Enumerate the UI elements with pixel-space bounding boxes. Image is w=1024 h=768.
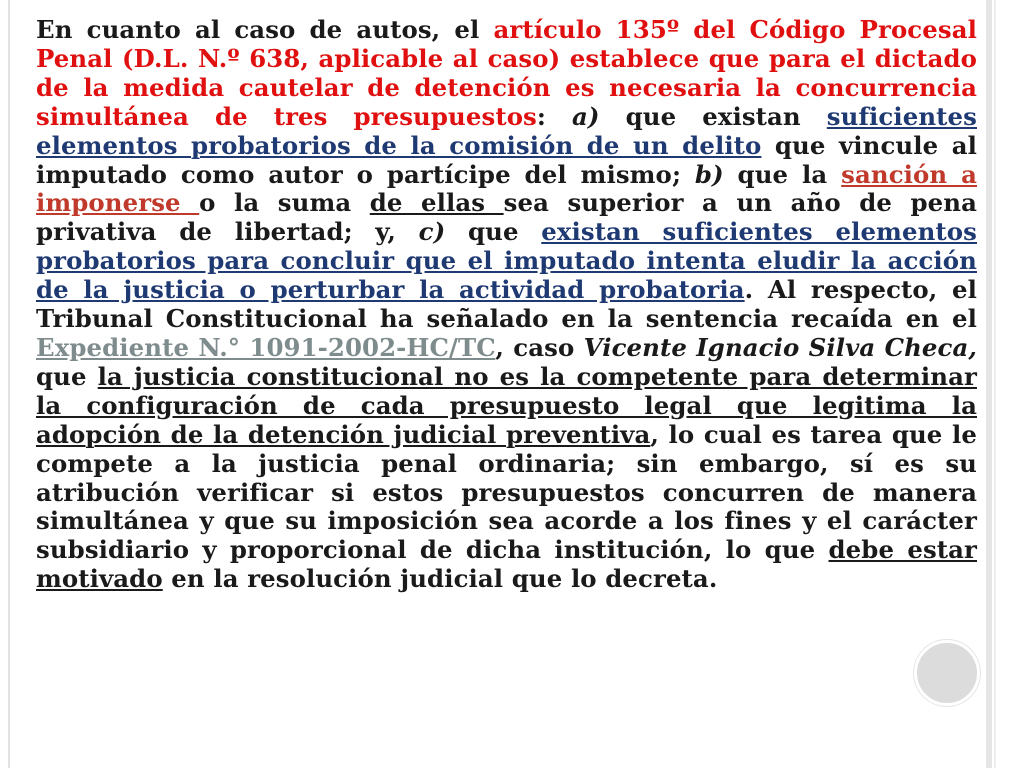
item-marker-b: b) [694, 159, 724, 189]
text-run: que existan [599, 101, 827, 131]
text-run: ; [671, 159, 695, 189]
requirement-a-highlight: suficientes elementos probatorios de la comisión de un delito [36, 101, 977, 160]
text-run: que [445, 217, 542, 247]
text-run: : [536, 101, 573, 131]
article-135-reference: artículo 135º del Código Procesal Penal (D.L. N.º 638, aplicable al caso) establece que para el dictado de la medida cautelar de detención es necesaria la concurrencia simultánea de tres presupuestos [36, 15, 977, 131]
text-run: que [36, 361, 98, 391]
decorative-circle [914, 640, 980, 706]
text-run: o la suma [199, 188, 370, 218]
slide-left-border [8, 0, 10, 768]
item-marker-a: a) [572, 101, 600, 131]
text-run: , lo cual es tarea que le compete a la justicia penal ordinaria; sin embargo, sí es su atribución verificar si estos presupuestos concurren de manera simultánea y que su imposición sea acorde a los fines y el carácter subsidiario y proporcional de dicha institución, lo que [36, 419, 977, 565]
slide-body-text [36, 16, 977, 594]
item-marker-c: c) [418, 217, 446, 247]
case-name: Vicente Ignacio Silva Checa, [583, 332, 977, 362]
requirement-b-highlight: sanción a imponerse [36, 159, 978, 218]
text-run: . Al respecto, el Tribunal Constitucional ha señalado en la sentencia recaída en el [36, 275, 977, 334]
text-run: que la [723, 159, 842, 189]
slide-right-inner-border [994, 0, 996, 768]
slide-right-border [986, 0, 992, 768]
text-run: sea superior a un año de pena privativa de libertad; y, [36, 188, 977, 247]
text-run: que vincule al imputado como autor o partícipe del mismo [36, 130, 977, 189]
text-run: En cuanto al caso de autos, el [36, 15, 494, 44]
text-run: , caso [495, 332, 584, 362]
motivation-underline: debe estar motivado [36, 535, 977, 594]
court-holding-underline: la justicia constitucional no es la competente para determinar la configuración de cada presupuesto legal que legitima la adopción de la detención judicial preventiva [36, 361, 977, 449]
requirement-c-highlight: existan suficientes elementos probatorios para concluir que el imputado intenta eludir la acción de la justicia o perturbar la actividad probatoria [36, 217, 977, 305]
underlined-text: de ellas [369, 188, 504, 218]
text-run: en la resolución judicial que lo decreta. [162, 564, 718, 594]
expediente-link[interactable]: Expediente N.° 1091-2002-HC/TC [36, 332, 496, 362]
